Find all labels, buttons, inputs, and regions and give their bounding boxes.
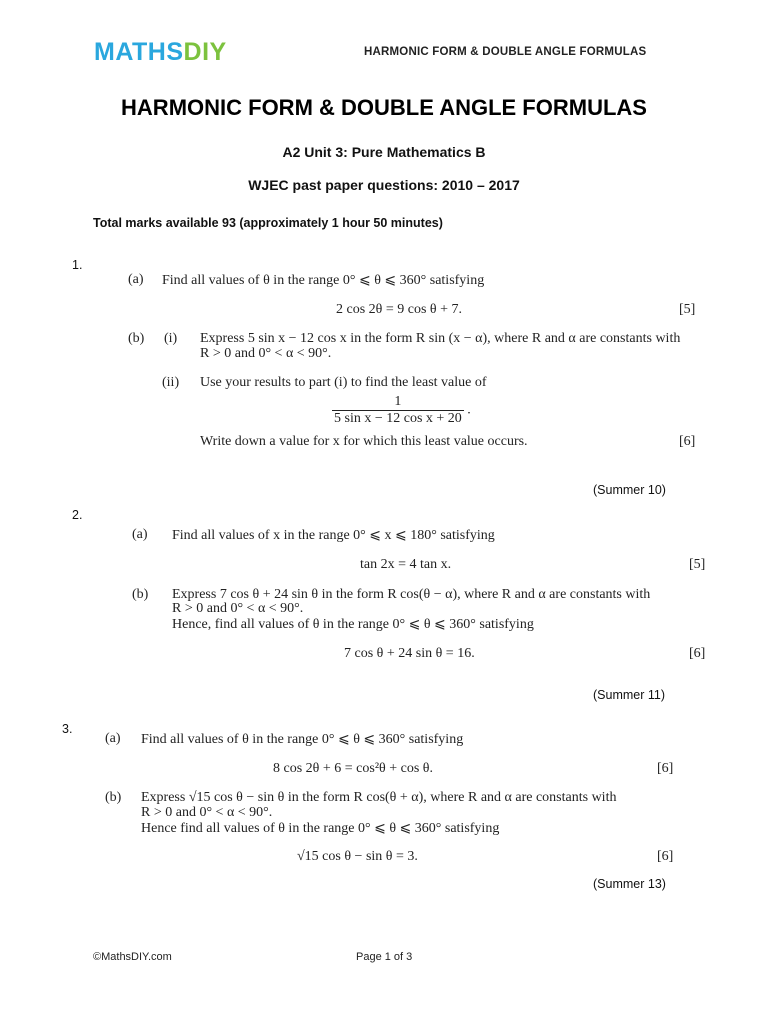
- marks: [5]: [679, 302, 696, 317]
- subpart-label: (ii): [162, 375, 180, 390]
- part-label: (b): [105, 790, 122, 805]
- fraction-expression: [332, 394, 471, 427]
- part-text: Use your results to part (i) to find the least value of: [200, 375, 487, 390]
- equation: 2 cos 2θ = 9 cos θ + 7.: [336, 302, 463, 317]
- marks: [6]: [679, 434, 696, 449]
- unit-subtitle: A2 Unit 3: Pure Mathematics B: [282, 144, 486, 160]
- equation: tan 2x = 4 tan x.: [360, 557, 452, 572]
- part-label: (b): [132, 587, 149, 602]
- logo-maths: MATHS: [94, 38, 184, 66]
- footer-copyright: ©MathsDIY.com: [93, 951, 172, 963]
- equation: √15 cos θ − sin θ = 3.: [297, 849, 418, 864]
- part-label: (b): [128, 331, 145, 346]
- running-header-title: HARMONIC FORM & DOUBLE ANGLE FORMULAS: [364, 46, 647, 58]
- part-text-continued: Hence find all values of θ in the range 0° ⩽ θ ⩽ 360° satisfying: [141, 821, 500, 836]
- question-number: 1.: [72, 258, 83, 272]
- part-text: Find all values of θ in the range 0° ⩽ θ ⩽ 360° satisfying: [141, 732, 464, 747]
- question-number: 2.: [72, 508, 83, 522]
- part-text: Express 7 cos θ + 24 sin θ in the form R cos(θ − α), where R and α are constants with: [172, 587, 651, 602]
- marks: [6]: [689, 646, 706, 661]
- marks: [6]: [657, 761, 674, 776]
- total-marks: Total marks available 93 (approximately 1 hour 50 minutes): [93, 216, 443, 230]
- part-label: (a): [105, 731, 121, 746]
- part-text-continued: R > 0 and 0° < α < 90°.: [200, 346, 332, 361]
- part-text-continued: R > 0 and 0° < α < 90°.: [141, 805, 273, 820]
- part-text-continued: Hence, find all values of θ in the range 0° ⩽ θ ⩽ 360° satisfying: [172, 617, 534, 632]
- part-text: Express √15 cos θ − sin θ in the form R cos(θ + α), where R and α are constants with: [141, 790, 617, 805]
- footer-page-number: Page 1 of 3: [356, 951, 413, 963]
- part-label: (a): [132, 527, 148, 542]
- subpart-label: (i): [164, 331, 178, 346]
- question-number: 3.: [62, 722, 73, 736]
- logo: [94, 38, 227, 67]
- equation: 7 cos θ + 24 sin θ = 16.: [344, 646, 475, 661]
- logo-diy: DIY: [183, 38, 227, 66]
- exam-session: (Summer 10): [593, 483, 666, 497]
- fraction: [332, 394, 464, 427]
- part-text-continued: R > 0 and 0° < α < 90°.: [172, 601, 304, 616]
- equation: 8 cos 2θ + 6 = cos²θ + cos θ.: [273, 761, 433, 776]
- part-label: (a): [128, 272, 144, 287]
- marks: [6]: [657, 849, 674, 864]
- part-text: Express 5 sin x − 12 cos x in the form R sin (x − α), where R and α are constants with: [200, 331, 681, 346]
- exam-session: (Summer 13): [593, 877, 666, 891]
- exam-session: (Summer 11): [593, 688, 666, 702]
- part-text: Find all values of x in the range 0° ⩽ x ⩽ 180° satisfying: [172, 528, 495, 543]
- paper-subtitle: WJEC past paper questions: 2010 – 2017: [248, 177, 520, 193]
- fraction-numerator: 1: [332, 394, 464, 411]
- fraction-denominator: 5 sin x − 12 cos x + 20: [334, 411, 462, 426]
- page-title: HARMONIC FORM & DOUBLE ANGLE FORMULAS: [121, 95, 647, 120]
- marks: [5]: [689, 557, 706, 572]
- part-text: Write down a value for x for which this least value occurs.: [200, 434, 528, 449]
- fraction-period: .: [467, 402, 471, 418]
- part-text: Find all values of θ in the range 0° ⩽ θ ⩽ 360° satisfying: [162, 273, 485, 288]
